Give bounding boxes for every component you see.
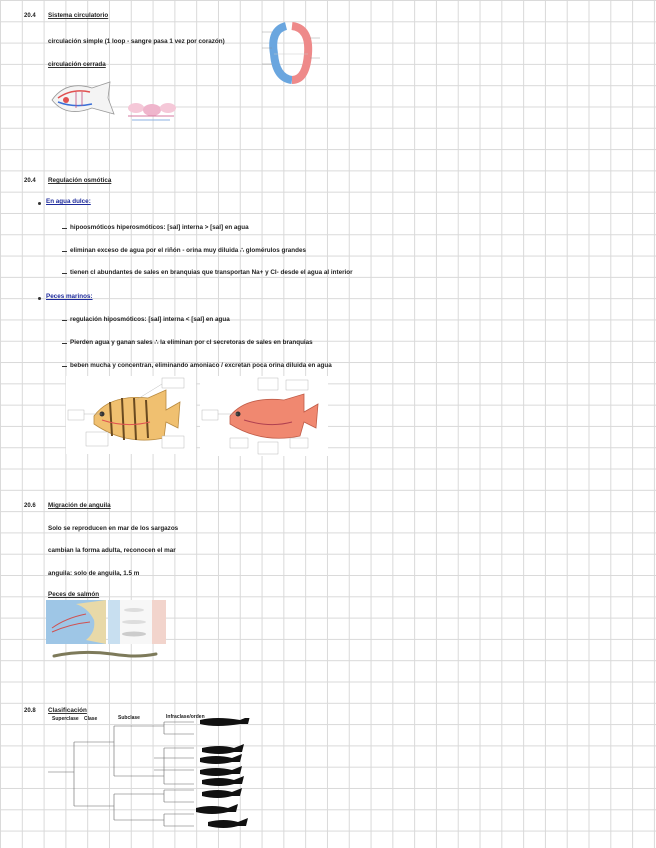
note-line: Peces de salmón xyxy=(48,591,100,598)
note-line: beben mucha y concentran, eliminando amoniaco / excretan poca orina diluida en agua xyxy=(70,362,332,369)
section-title: Clasificación xyxy=(48,707,87,714)
column-header: Subclase xyxy=(118,715,140,721)
note-line: circulación simple (1 loop - sangre pasa 1 vez por corazón) xyxy=(48,38,225,45)
section-title: Sistema circulatorio xyxy=(48,12,109,19)
column-header: Clase xyxy=(84,716,98,722)
eel-illustration xyxy=(52,648,158,662)
dash-marker xyxy=(62,320,67,321)
column-header: Infraclase/orden xyxy=(166,714,205,720)
heart-diagram xyxy=(260,18,322,92)
note-line: regulación hiposmóticos: [sal] interna < [sal] en agua xyxy=(70,316,230,323)
dash-marker xyxy=(62,366,67,367)
section-title: Migración de anguila xyxy=(48,502,111,509)
note-line: hipoosmóticos hiperosmóticos: [sal] interna > [sal] en agua xyxy=(70,224,249,231)
note-line: Solo se reproducen en mar de los sargazos xyxy=(48,525,179,532)
subheading-text: En agua dulce: xyxy=(46,198,91,205)
dash-marker xyxy=(62,228,67,229)
section-number: 20.6 xyxy=(24,503,36,509)
note-line: circulación cerrada xyxy=(48,61,106,68)
note-line: Pierden agua y ganan sales ∴ la eliminan por cl secretoras de sales en branquias xyxy=(70,339,313,346)
subheading xyxy=(46,198,91,206)
bullet-point xyxy=(38,297,41,300)
dash-marker xyxy=(62,273,67,274)
circulation-diagram xyxy=(122,96,180,124)
column-header: Superclase xyxy=(52,716,79,722)
dash-marker xyxy=(62,251,67,252)
bullet-point xyxy=(38,202,41,205)
note-line: tienen cl abundantes de sales en branquias que transportan Na+ y Cl- desde el agua al interior xyxy=(70,269,353,276)
eel-migration-map xyxy=(46,600,166,644)
subheading-text: Peces marinos: xyxy=(46,293,93,300)
marine-fish-figure xyxy=(200,376,328,456)
section-number: 20.8 xyxy=(24,708,36,714)
section-number: 20.4 xyxy=(24,178,36,184)
section-number: 20.4 xyxy=(24,13,36,19)
classification-cladogram xyxy=(44,718,256,830)
note-line: eliminan exceso de agua por el riñón - orina muy diluida ∴ glomérulos grandes xyxy=(70,247,306,254)
note-line: cambian la forma adulta, reconocen el mar xyxy=(48,547,176,554)
fish-circulation-figure xyxy=(46,74,118,124)
dash-marker xyxy=(62,343,67,344)
note-line: anguila: solo de anguila, 1.5 m xyxy=(48,570,140,577)
subheading xyxy=(46,293,93,301)
freshwater-fish-figure xyxy=(66,376,196,454)
section-title: Regulación osmótica xyxy=(48,177,112,184)
